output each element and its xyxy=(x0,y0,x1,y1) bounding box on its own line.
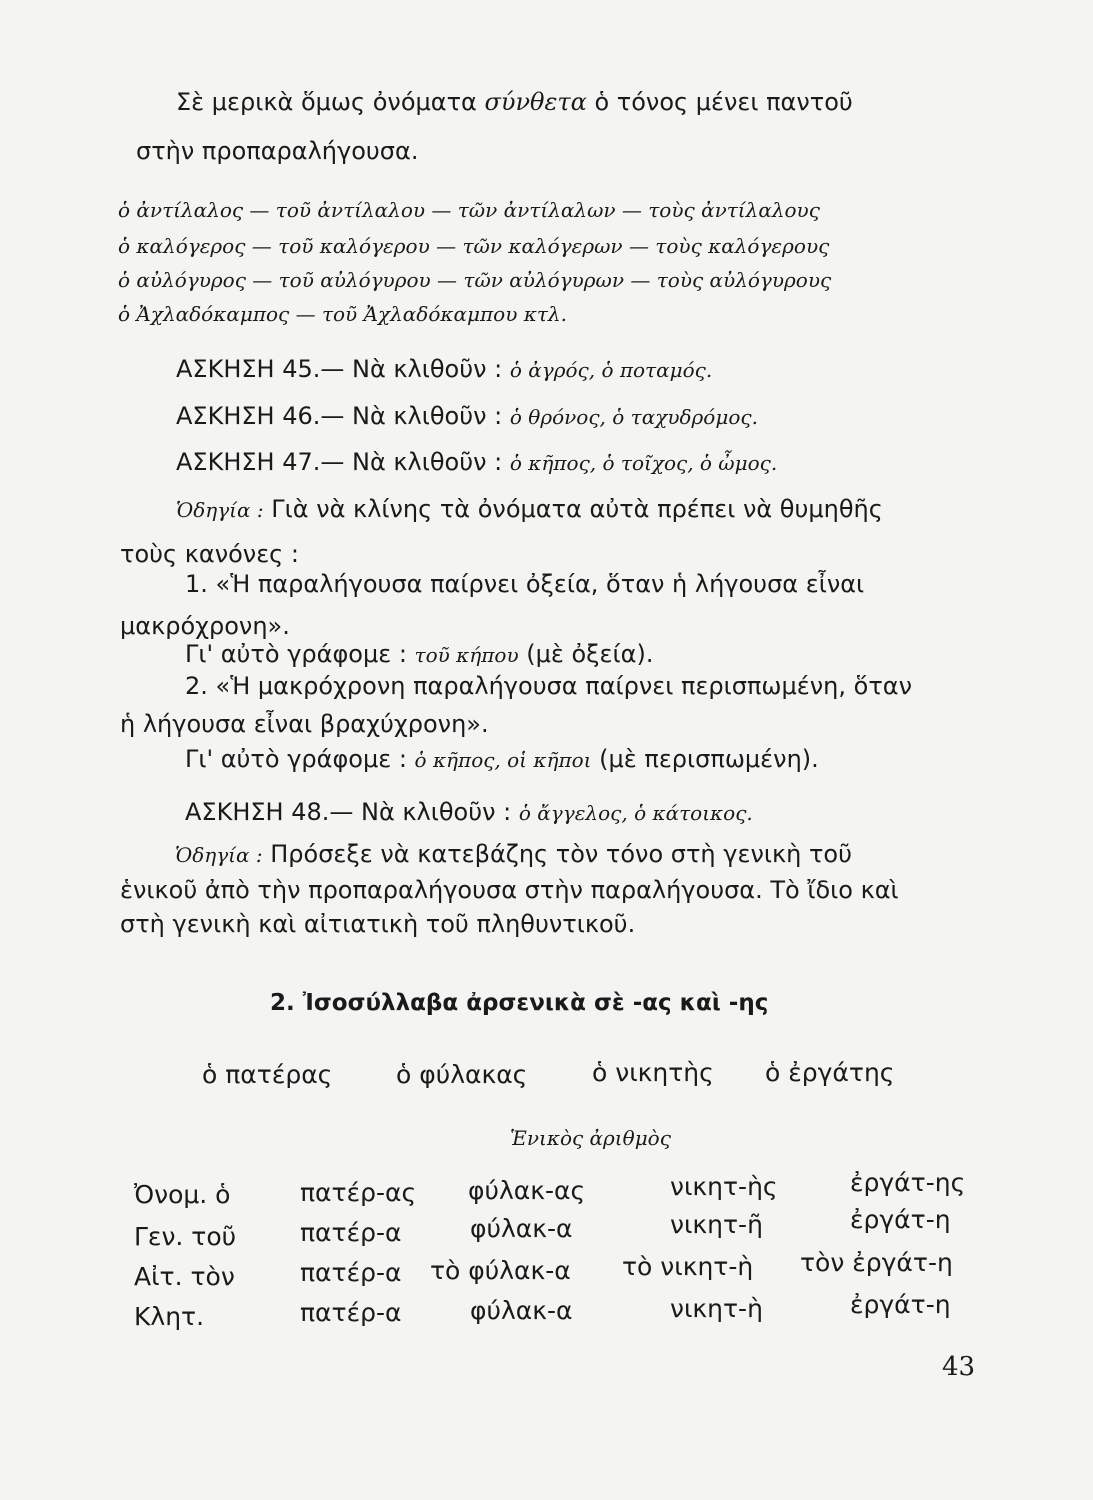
section-example: ὁ πατέρας xyxy=(202,1060,333,1089)
instruction-1-line-1: Ὁδηγία : Γιὰ νὰ κλίνης τὰ ὀνόματα αὐτὰ πρέπει νὰ θυμηθῆς xyxy=(176,495,883,523)
rule-2-line-3: Γι' αὐτὸ γράφομε : ὁ κῆπος, οἱ κῆποι (μὲ περισπωμένη). xyxy=(185,745,819,773)
case-label: Κλητ. xyxy=(134,1302,205,1331)
intro-line-2: στὴν προπαραλήγουσα. xyxy=(136,137,419,165)
case-label: Ὀνομ. ὁ xyxy=(134,1180,231,1209)
table-cell: πατέρ-α xyxy=(300,1258,402,1287)
subheading-singular: Ἑνικὸς ἀριθμὸς xyxy=(510,1126,671,1150)
rule-2-line-2: ἡ λήγουσα εἶναι βραχύχρονη». xyxy=(120,710,489,738)
rule-1-line-3: Γι' αὐτὸ γράφομε : τοῦ κήπου (μὲ ὀξεία). xyxy=(185,640,654,668)
table-cell: φύλακ-α xyxy=(470,1296,573,1325)
rule-1-line-1: 1. «Ἡ παραλήγουσα παίρνει ὀξεία, ὅταν ἡ λήγουσα εἶναι xyxy=(185,570,865,598)
instruction-1-line-2: τοὺς κανόνες : xyxy=(120,540,299,568)
table-cell: πατέρ-α xyxy=(300,1298,402,1327)
exercise-45: ΑΣΚΗΣΗ 45.— Νὰ κλιθοῦν : ὁ ἀγρός, ὁ ποταμός. xyxy=(176,355,713,383)
table-cell: ἐργάτ-ης xyxy=(850,1168,966,1197)
table-cell: τὸ νικητ-ὴ xyxy=(622,1252,754,1281)
rule-2-line-1: 2. «Ἡ μακρόχρονη παραλήγουσα παίρνει περισπωμένη, ὅταν xyxy=(185,672,913,700)
section-example: ὁ ἐργάτης xyxy=(765,1058,895,1087)
declension-example: ὁ Ἀχλαδόκαμπος — τοῦ Ἀχλαδόκαμπου κτλ. xyxy=(118,302,567,326)
page-number: 43 xyxy=(942,1352,976,1382)
table-cell: ἐργάτ-η xyxy=(850,1290,951,1319)
instruction-2-line-1: Ὁδηγία : Πρόσεξε νὰ κατεβάζης τὸν τόνο στὴ γενικὴ τοῦ xyxy=(175,840,852,868)
case-label: Γεν. τοῦ xyxy=(134,1222,237,1251)
section-example: ὁ φύλακας xyxy=(396,1060,528,1089)
exercise-46: ΑΣΚΗΣΗ 46.— Νὰ κλιθοῦν : ὁ θρόνος, ὁ ταχυδρόμος. xyxy=(176,402,758,430)
table-cell: φύλακ-ας xyxy=(468,1176,586,1205)
table-cell: τὸ φύλακ-α xyxy=(430,1256,571,1285)
table-cell: πατέρ-ας xyxy=(300,1178,417,1207)
intro-line-1: Σὲ μερικὰ ὅμως ὀνόματα σύνθετα ὁ τόνος μένει παντοῦ xyxy=(176,88,853,116)
table-cell: τὸν ἐργάτ-η xyxy=(800,1248,953,1277)
intro-emphasis: σύνθετα xyxy=(484,88,587,116)
instruction-2-line-3: στὴ γενικὴ καὶ αἰτιατικὴ τοῦ πληθυντικοῦ. xyxy=(120,910,636,938)
rule-1-line-2: μακρόχρονη». xyxy=(120,612,290,640)
table-cell: φύλακ-α xyxy=(470,1214,573,1243)
table-cell: νικητ-ῆ xyxy=(670,1210,763,1239)
exercise-47: ΑΣΚΗΣΗ 47.— Νὰ κλιθοῦν : ὁ κῆπος, ὁ τοῖχος, ὁ ὦμος. xyxy=(176,448,778,476)
case-label: Αἰτ. τὸν xyxy=(134,1262,235,1291)
table-cell: νικητ-ὴ xyxy=(670,1294,763,1323)
section-example: ὁ νικητὴς xyxy=(592,1058,714,1087)
table-cell: νικητ-ὴς xyxy=(670,1172,778,1201)
section-heading: 2. Ἰσοσύλλαβα ἀρσενικὰ σὲ -ας καὶ -ης xyxy=(270,990,769,1016)
exercise-48: ΑΣΚΗΣΗ 48.— Νὰ κλιθοῦν : ὁ ἄγγελος, ὁ κάτοικος. xyxy=(185,798,753,826)
instruction-2-line-2: ἑνικοῦ ἀπὸ τὴν προπαραλήγουσα στὴν παραλήγουσα. Τὸ ἴδιο καὶ xyxy=(120,876,899,904)
declension-example: ὁ ἀντίλαλος — τοῦ ἀντίλαλου — τῶν ἀντίλαλων — τοὺς ἀντίλαλους xyxy=(118,198,820,222)
declension-example: ὁ καλόγερος — τοῦ καλόγερου — τῶν καλόγερων — τοὺς καλόγερους xyxy=(118,234,830,258)
table-cell: πατέρ-α xyxy=(300,1218,402,1247)
declension-example: ὁ αὐλόγυρος — τοῦ αὐλόγυρου — τῶν αὐλόγυρων — τοὺς αὐλόγυρους xyxy=(118,268,832,292)
table-cell: ἐργάτ-η xyxy=(850,1205,951,1234)
